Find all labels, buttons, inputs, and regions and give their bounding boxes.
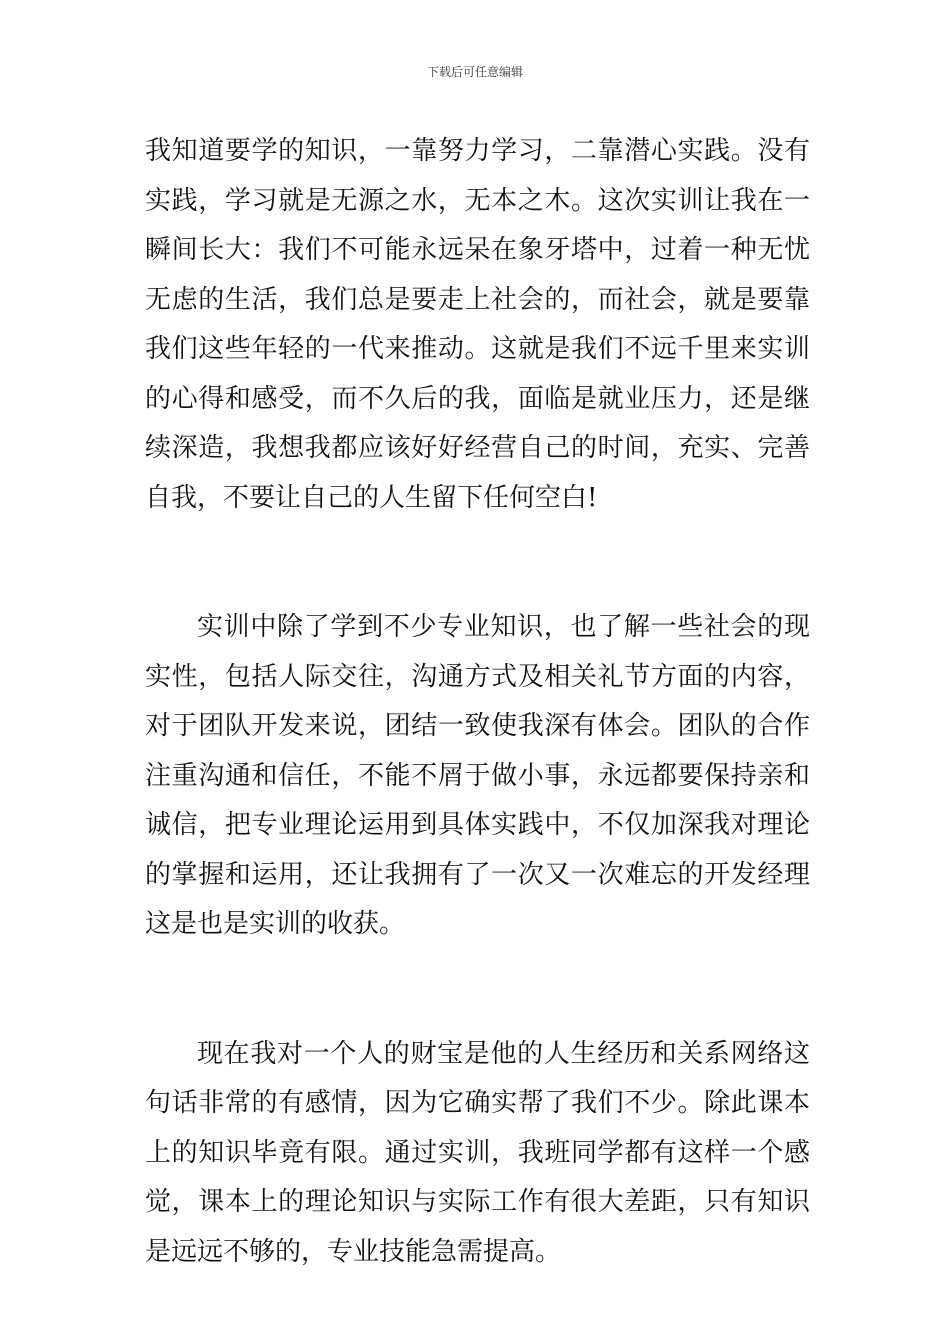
document-body: [145, 127, 810, 1277]
page-header: 下载后可任意编辑: [426, 65, 523, 79]
paragraph-2: 实训中除了学到不少专业知识，也了解一些社会的现实性，包括人际交往，沟通方式及相关礼节方面的内容，对于团队开发来说，团结一致使我深有体会。团队的合作注重沟通和信任，不能不屑于做小事，永远都要保持亲和诚信，把专业理论运用到具体实践中，不仅加深我对理论的掌握和运用，还让我拥有了一次又一次难忘的开发经理这是也是实训的收获。: [145, 612, 810, 939]
paragraph-1: 我知道要学的知识，一靠努力学习，二靠潜心实践。没有实践，学习就是无源之水，无本之木。这次实训让我在一瞬间长大：我们不可能永远呆在象牙塔中，过着一种无忧无虑的生活，我们总是要走上社会的，而社会，就是要靠我们这些年轻的一代来推动。这就是我们不远千里来实训的心得和感受，而不久后的我，面临是就业压力，还是继续深造，我想我都应该好好经营自己的时间，充实、完善自我，不要让自己的人生留下任何空白!: [145, 136, 810, 513]
paragraph-3: 现在我对一个人的财宝是他的人生经历和关系网络这句话非常的有感情，因为它确实帮了我们不少。除此课本上的知识毕竟有限。通过实训，我班同学都有这样一个感觉，课本上的理论知识与实际工作有很大差距，只有知识是远远不够的，专业技能急需提高。: [145, 1038, 810, 1267]
